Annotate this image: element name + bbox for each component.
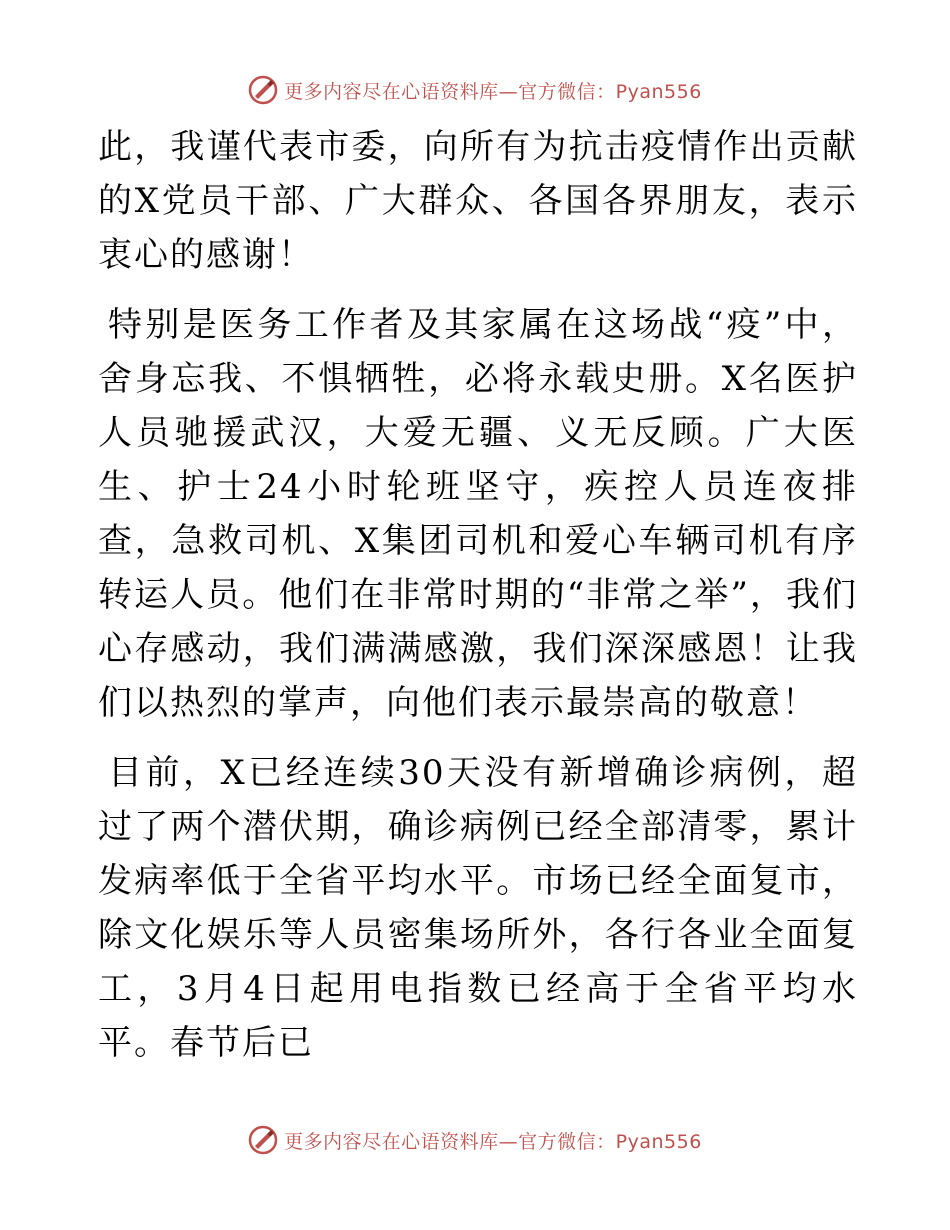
paragraph-2: 特别是医务工作者及其家属在这场战“疫”中，舍身忘我、不惧牺牲，必将永载史册。X名医护人员驰援武汉，大爱无疆、义无反顾。广大医生、护士24小时轮班坚守，疾控人员连夜排查，急救司机、X集团司机和爱心车辆司机有序转运人员。他们在非常时期的“非常之举”，我们心存感动，我们满满感激，我们深深感恩！让我们以热烈的掌声，向他们表示最崇高的敬意！ xyxy=(98,305,858,723)
pen-logo-icon xyxy=(248,75,278,105)
watermark-banner-top xyxy=(0,72,950,108)
watermark-text-top: 更多内容尽在心语资料库—官方微信：Pyan556 xyxy=(284,80,702,103)
paragraph-3: 目前，X已经连续30天没有新增确诊病例，超过了两个潜伏期，确诊病例已经全部清零，累计发病率低于全省平均水平。市场已经全面复市，除文化娱乐等人员密集场所外，各行各业全面复工，3月4日起用电指数已经高于全省平均水平。春节后已 xyxy=(98,753,858,1063)
watermark-text-bottom: 更多内容尽在心语资料库—官方微信：Pyan556 xyxy=(284,1130,702,1153)
watermark-banner-bottom xyxy=(0,1122,950,1158)
document-body xyxy=(98,120,858,1086)
paragraph-1: 此，我谨代表市委，向所有为抗击疫情作出贡献的X党员干部、广大群众、各国各界朋友，表示衷心的感谢！ xyxy=(98,127,858,275)
pen-logo-icon xyxy=(248,1125,278,1155)
